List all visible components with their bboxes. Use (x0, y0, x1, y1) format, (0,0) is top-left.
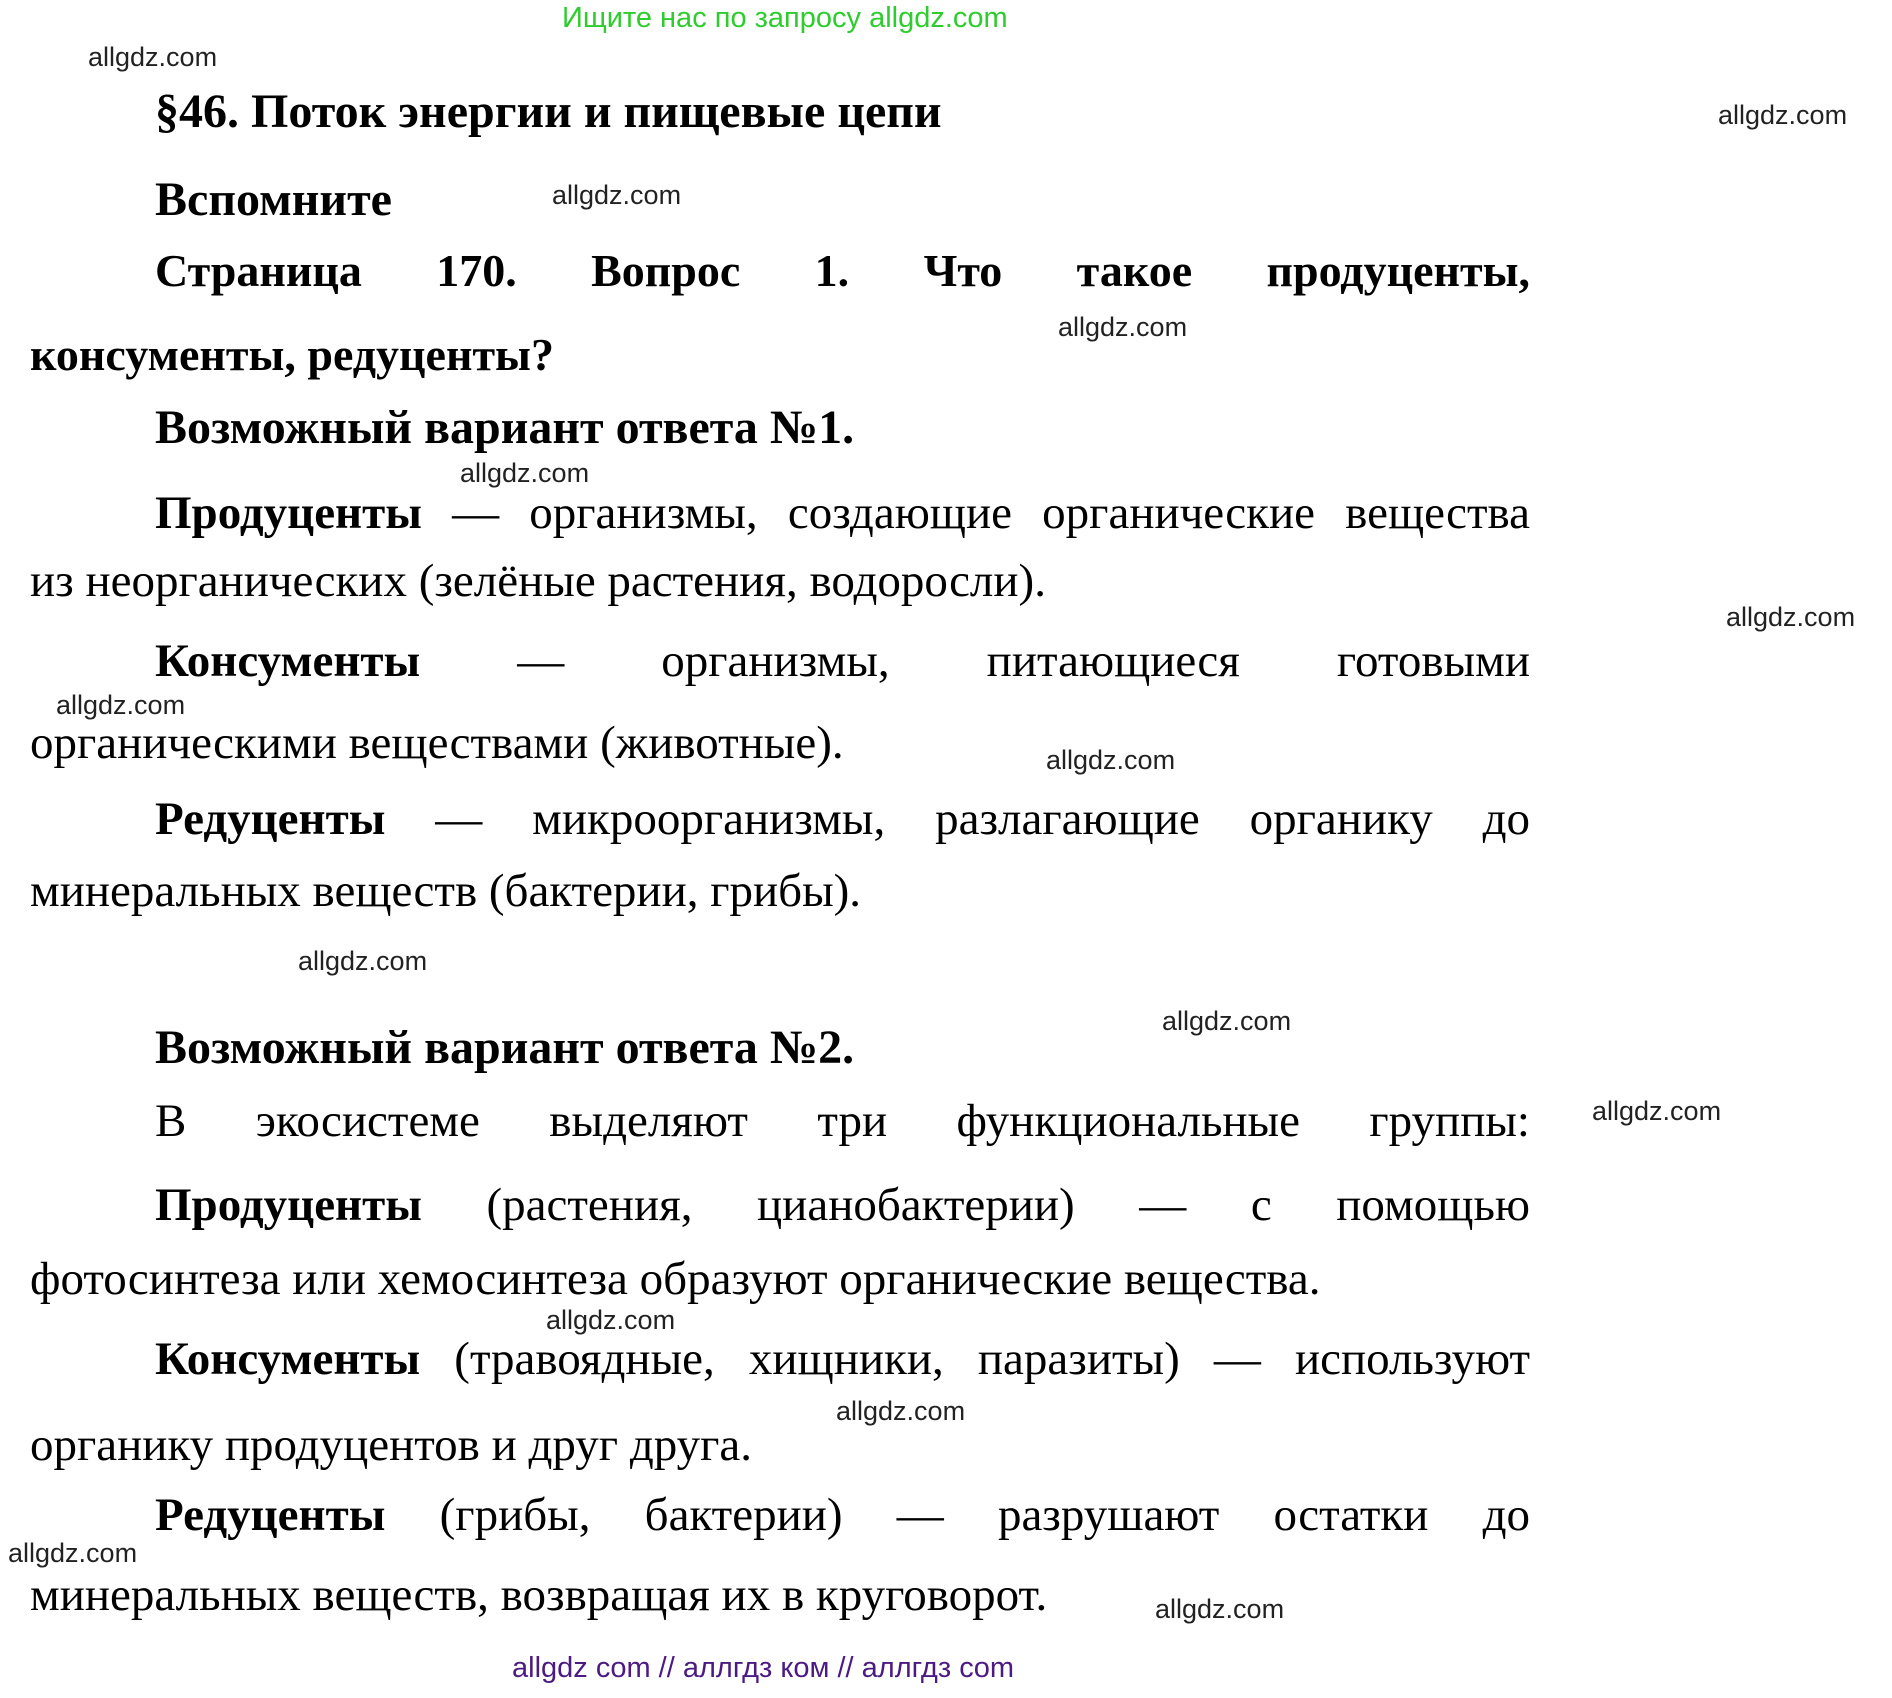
answer2-reducers-line1 (30, 1490, 1530, 1541)
answer1-producers-line1 (30, 488, 1530, 539)
question-line-1 (30, 246, 1530, 296)
watermark: allgdz.com (298, 946, 428, 976)
answer2-reducers-text: (грибы, бактерии) — разрушают остатки до (439, 1489, 1530, 1541)
answer2-reducers-line2: минеральных веществ, возвращая их в круговорот. (30, 1569, 1048, 1621)
subsection-title: Вспомните (155, 173, 392, 226)
watermark: allgdz.com (460, 458, 590, 488)
watermark: allgdz.com (88, 42, 218, 72)
term-reducers: Редуценты (155, 1489, 386, 1541)
answer1-consumers-text: — организмы, питающиеся готовыми (517, 635, 1531, 687)
question-lead: Страница 170. Вопрос 1. (155, 245, 850, 296)
watermark: allgdz.com (552, 180, 682, 210)
watermark: allgdz.com (546, 1305, 676, 1335)
answer1-reducers-line1 (30, 794, 1530, 845)
answer1-heading: Возможный вариант ответа №1. (155, 401, 855, 454)
answer2-heading: Возможный вариант ответа №2. (155, 1021, 855, 1074)
answer2-intro: В экосистеме выделяют три функциональные группы: (155, 1095, 1530, 1147)
answer1-consumers-line2: органическими веществами (животные). (30, 717, 844, 769)
watermark: allgdz.com (1592, 1096, 1722, 1126)
watermark: allgdz.com (1162, 1006, 1292, 1036)
answer1-reducers-line2: минеральных веществ (бактерии, грибы). (30, 865, 862, 917)
footer-branding-line: allgdz com // аллгдз ком // аллгдз com (512, 1652, 1014, 1684)
answer2-producers-line2: фотосинтеза или хемосинтеза образуют органические вещества. (30, 1253, 1321, 1305)
question-line-1-rest: Что такое продуценты, (923, 245, 1530, 296)
term-producers: Продуценты (155, 487, 422, 539)
answer2-producers-line1 (30, 1180, 1530, 1231)
watermark: allgdz.com (1155, 1594, 1285, 1624)
promo-header-note: Ищите нас по запросу allgdz.com (562, 2, 1008, 34)
question-line-2: консументы, редуценты? (30, 329, 554, 380)
answer2-consumers-line2: органику продуцентов и друг друга. (30, 1419, 753, 1471)
term-reducers: Редуценты (155, 793, 386, 845)
answer2-consumers-text: (травоядные, хищники, паразиты) — используют (454, 1333, 1530, 1385)
term-consumers: Консументы (155, 635, 421, 687)
watermark: allgdz.com (56, 690, 186, 720)
section-title: §46. Поток энергии и пищевые цепи (155, 85, 942, 138)
term-consumers: Консументы (155, 1333, 421, 1385)
answer2-consumers-line1 (30, 1334, 1530, 1385)
term-producers: Продуценты (155, 1179, 422, 1231)
answer2-producers-text: (растения, цианобактерии) — с помощью (486, 1179, 1530, 1231)
answer1-reducers-text: — микроорганизмы, разлагающие органику до (435, 793, 1530, 845)
answer1-consumers-line1 (30, 636, 1530, 687)
watermark: allgdz.com (1058, 312, 1188, 342)
watermark: allgdz.com (1726, 602, 1856, 632)
watermark: allgdz.com (8, 1538, 138, 1568)
watermark: allgdz.com (836, 1396, 966, 1426)
watermark: allgdz.com (1046, 745, 1176, 775)
answer1-producers-line2: из неорганических (зелёные растения, водоросли). (30, 555, 1046, 607)
watermark: allgdz.com (1718, 100, 1848, 130)
answer1-producers-text: — организмы, создающие органические вещества (452, 487, 1530, 539)
